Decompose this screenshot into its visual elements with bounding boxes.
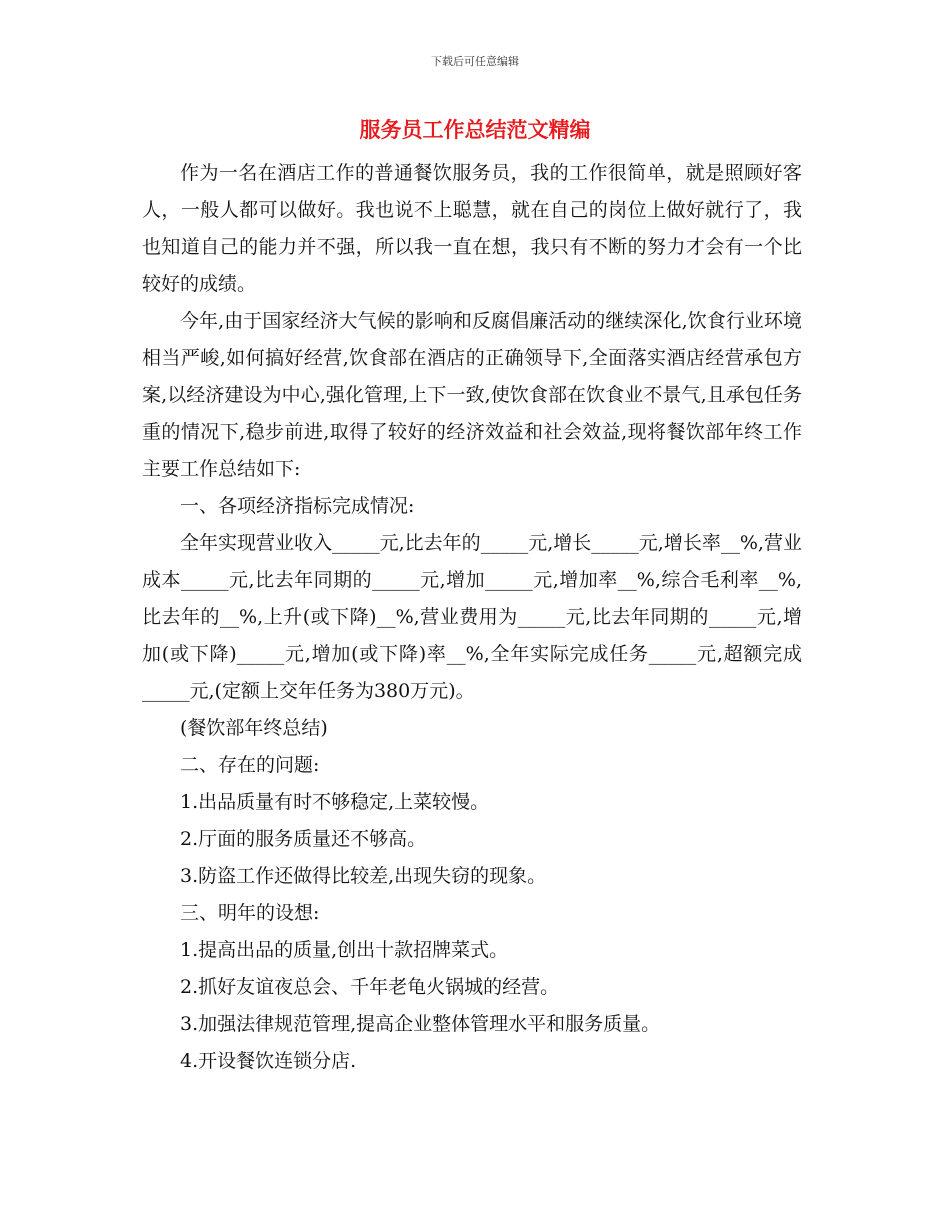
section-heading-problems: 二、存在的问题: (180, 754, 320, 776)
list-item-plan-4: 4.开设餐饮连锁分店. (180, 1050, 357, 1072)
list-item-problem-1: 1.出品质量有时不够稳定,上菜较慢。 (180, 791, 490, 813)
section-heading-indicators: 一、各项经济指标完成情况: (180, 495, 415, 517)
paragraph-intro: 作为一名在酒店工作的普通餐饮服务员，我的工作很简单，就是照顾好客人，一般人都可以做好。我也说不上聪慧，就在自己的岗位上做好就行了，我也知道自己的能力并不强，所以我一直在想，我只有不断的努力才会有一个比较好的成绩。 (142, 162, 802, 295)
document-title: 服务员工作总结范文精编 (359, 118, 591, 142)
list-item-plan-1: 1.提高出品的质量,创出十款招牌菜式。 (180, 939, 509, 961)
section-heading-plans: 三、明年的设想: (180, 902, 320, 924)
list-item-problem-2: 2.厅面的服务质量还不够高。 (180, 828, 427, 850)
list-item-plan-2: 2.抓好友谊夜总会、千年老龟火锅城的经营。 (180, 976, 560, 998)
document-body (142, 155, 802, 1080)
list-item-problem-3: 3.防盗工作还做得比较差,出现失窃的现象。 (180, 865, 547, 887)
paragraph-indicators: 全年实现营业收入_____元,比去年的_____元,增长_____元,增长率__%,营业成本_____元,比去年同期的_____元,增加_____元,增加率__%,综合毛利率__%,比去年的__%,上升(或下降)__%,营业费用为_____元,比去年同期的_____元,增加(或下降)_____元,增加(或下降)率__%,全年实际完成任务_____元,超额完成_____元,(定额上交年任务为380万元)。 (142, 532, 802, 702)
paragraph-overview: 今年,由于国家经济大气候的影响和反腐倡廉活动的继续深化,饮食行业环境相当严峻,如何搞好经营,饮食部在酒店的正确领导下,全面落实酒店经营承包方案,以经济建设为中心,强化管理,上下一致,使饮食部在饮食业不景气,且承包任务重的情况下,稳步前进,取得了较好的经济效益和社会效益,现将餐饮部年终工作主要工作总结如下: (142, 310, 802, 480)
list-item-plan-3: 3.加强法律规范管理,提高企业整体管理水平和服务质量。 (180, 1013, 661, 1035)
paragraph-note: (餐饮部年终总结) (180, 717, 328, 739)
header-note: 下载后可任意编辑 (431, 55, 519, 68)
